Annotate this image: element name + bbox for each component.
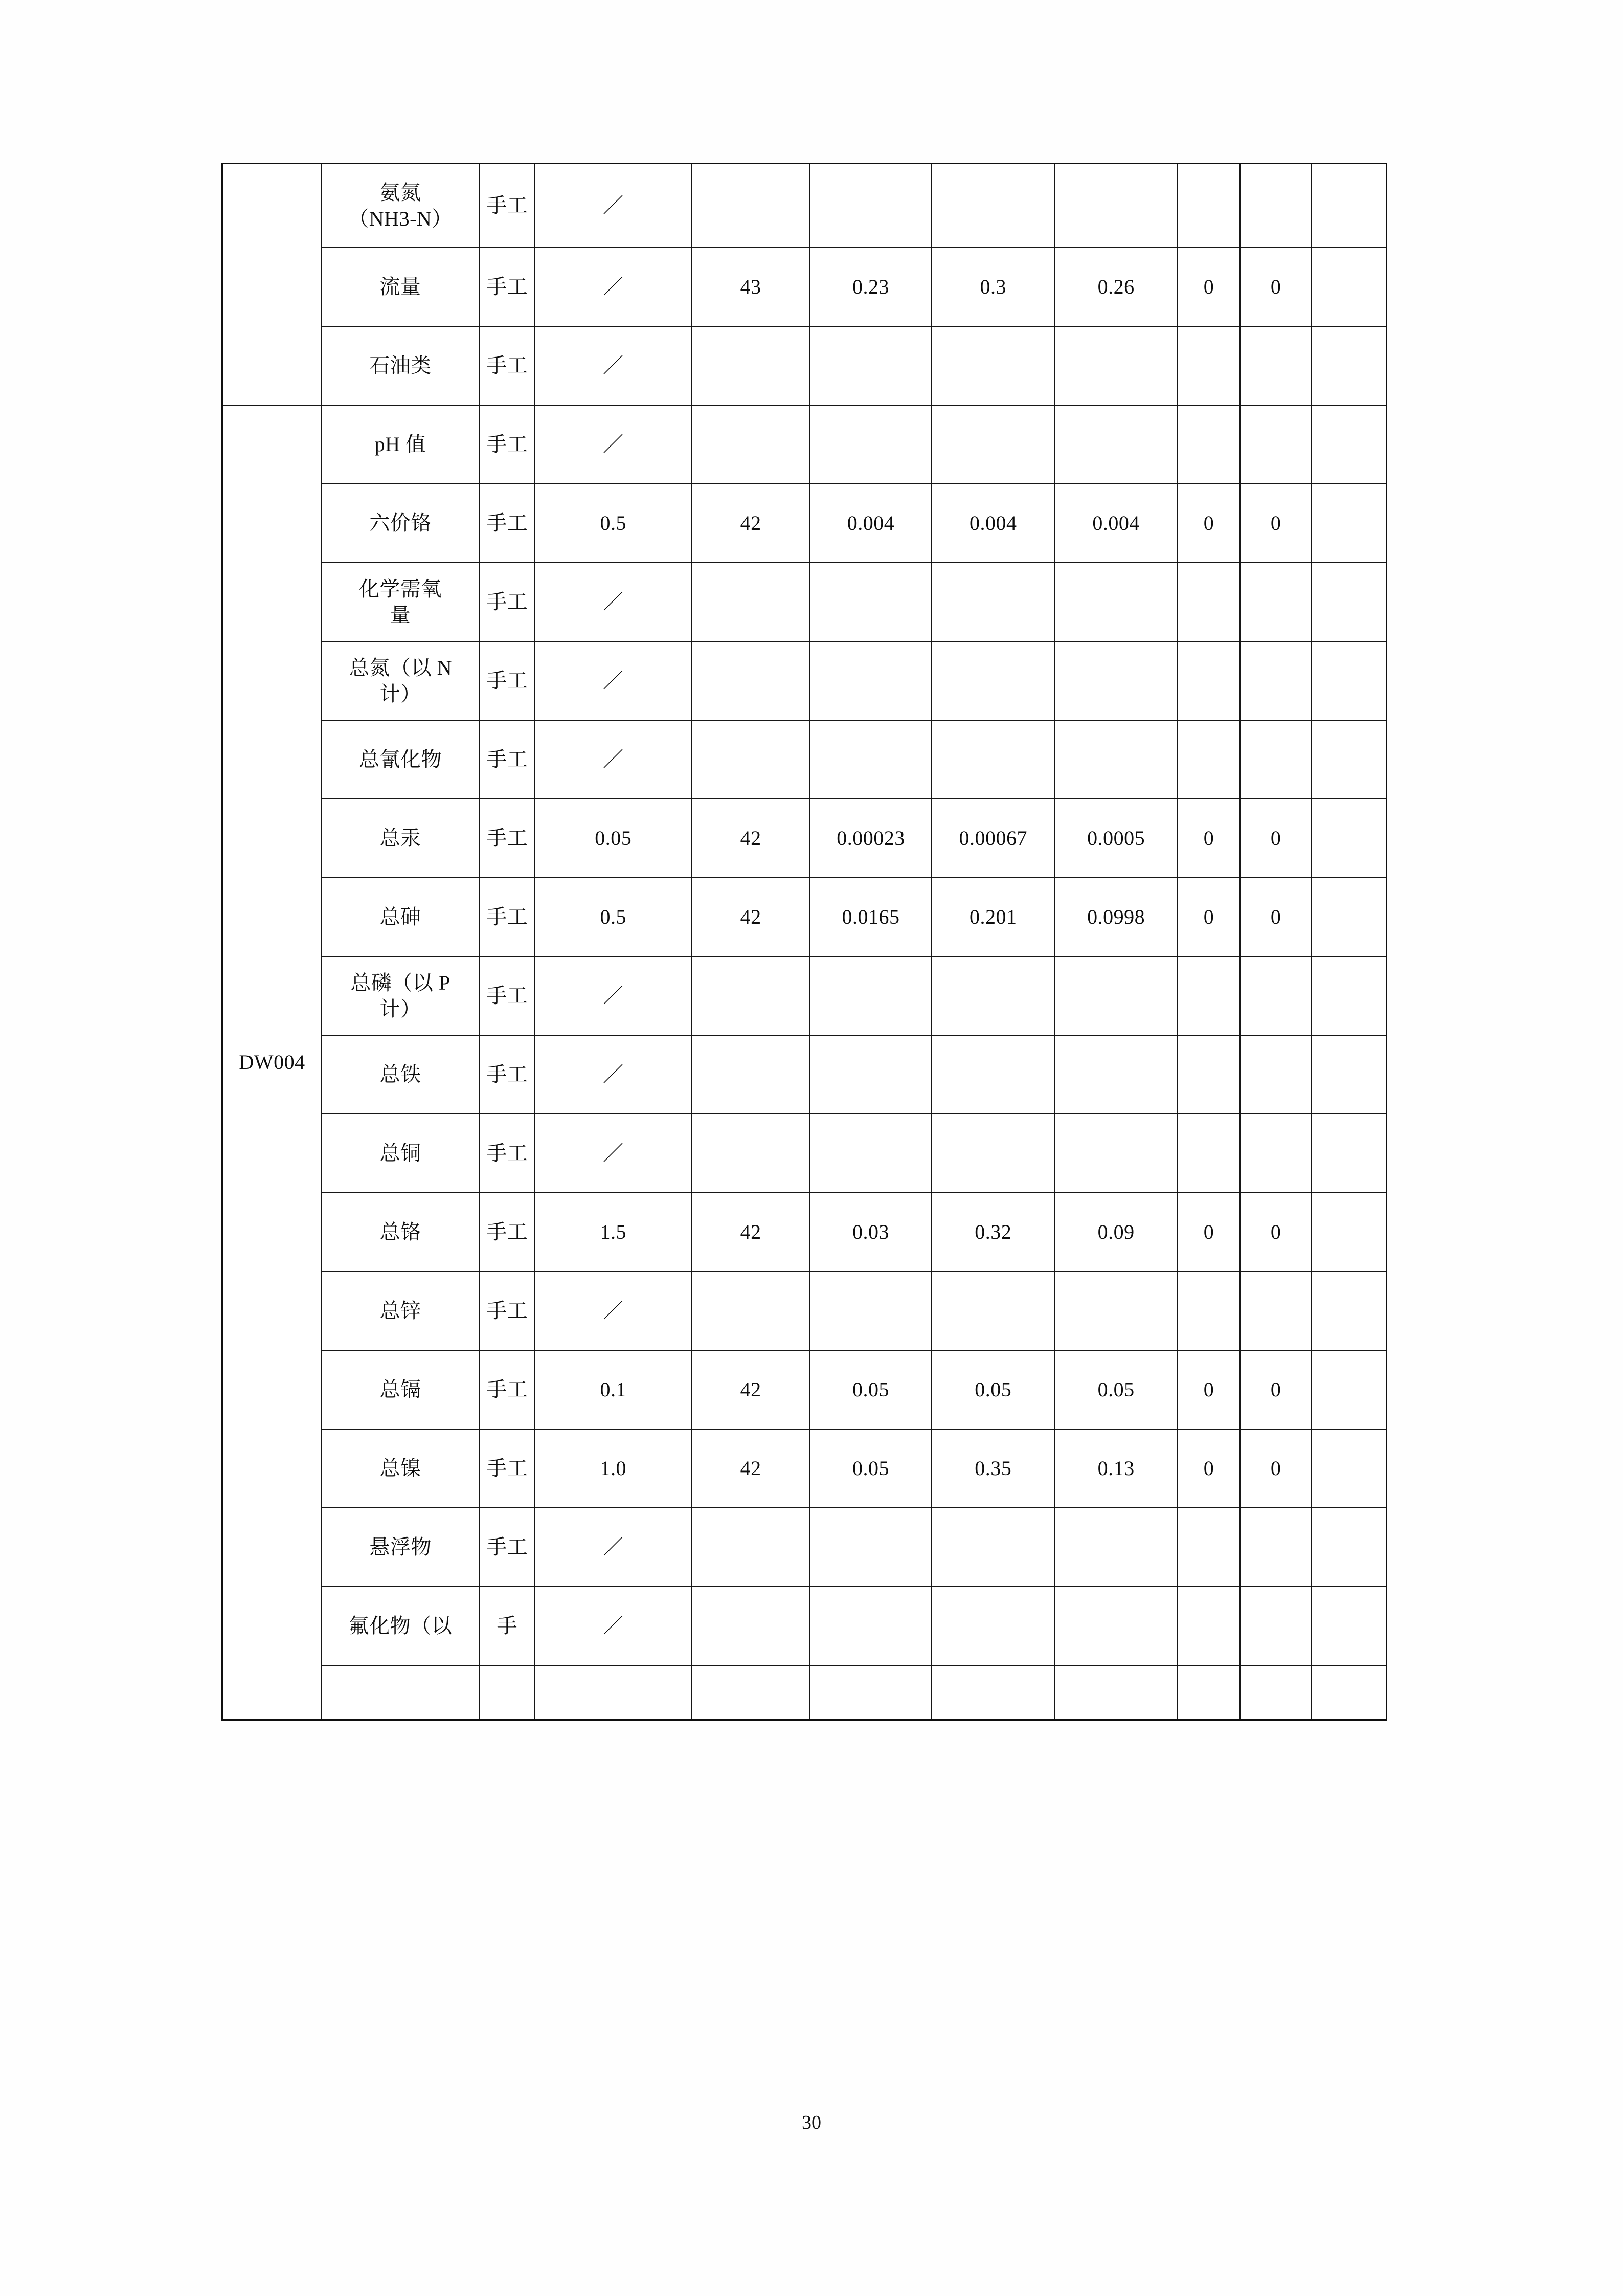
limit-value-cell: ／ xyxy=(535,956,691,1035)
min-value-cell: 0.00023 xyxy=(810,799,932,878)
limit-value-cell: 0.5 xyxy=(535,878,691,956)
item-name-cell xyxy=(322,1665,479,1720)
monitor-days-cell xyxy=(691,720,810,799)
monitor-days-cell xyxy=(691,563,810,641)
table-row-clipped xyxy=(222,1665,1387,1720)
outlet-code-cell-dw004: DW004 xyxy=(222,405,322,1720)
min-value-cell xyxy=(810,326,932,405)
note-cell xyxy=(1312,484,1387,563)
monitor-days-cell xyxy=(691,1114,810,1193)
limit-value-cell: ／ xyxy=(535,1114,691,1193)
monitor-method-cell: 手工 xyxy=(479,164,535,248)
monitor-days-cell xyxy=(691,1587,810,1665)
exceed-count-cell xyxy=(1178,1508,1240,1587)
table-row xyxy=(222,563,1387,641)
limit-value-cell: ／ xyxy=(535,1508,691,1587)
monitor-days-cell xyxy=(691,1665,810,1720)
item-name-cell xyxy=(322,1587,479,1665)
exceed-rate-cell xyxy=(1240,1508,1312,1587)
monitor-days-cell xyxy=(691,405,810,484)
avg-value-cell xyxy=(1054,1665,1177,1720)
avg-value-cell xyxy=(1054,1508,1177,1587)
note-cell xyxy=(1312,1193,1387,1272)
avg-value-cell: 0.0998 xyxy=(1054,878,1177,956)
monitor-days-cell xyxy=(691,956,810,1035)
table-row xyxy=(222,326,1387,405)
note-cell xyxy=(1312,1114,1387,1193)
item-name-cell xyxy=(322,164,479,248)
item-name-line2: 计） xyxy=(379,682,421,705)
table-row xyxy=(222,405,1387,484)
avg-value-cell xyxy=(1054,956,1177,1035)
item-name-cell xyxy=(322,1350,479,1429)
exceed-count-cell: 0 xyxy=(1178,878,1240,956)
monitor-method-cell: 手工 xyxy=(479,1508,535,1587)
limit-value-cell: ／ xyxy=(535,641,691,720)
item-name-line1: 总铁 xyxy=(379,1063,421,1086)
note-cell xyxy=(1312,878,1387,956)
monitor-days-cell: 42 xyxy=(691,878,810,956)
avg-value-cell xyxy=(1054,1272,1177,1350)
monitor-days-cell xyxy=(691,1272,810,1350)
max-value-cell xyxy=(932,1035,1054,1114)
note-cell xyxy=(1312,1665,1387,1720)
item-name-line1: 总汞 xyxy=(379,827,421,850)
max-value-cell xyxy=(932,1272,1054,1350)
exceed-count-cell: 0 xyxy=(1178,248,1240,326)
max-value-cell: 0.201 xyxy=(932,878,1054,956)
monitor-method-cell: 手工 xyxy=(479,1193,535,1272)
note-cell xyxy=(1312,326,1387,405)
item-name-cell xyxy=(322,1272,479,1350)
max-value-cell xyxy=(932,405,1054,484)
note-cell xyxy=(1312,1587,1387,1665)
exceed-rate-cell xyxy=(1240,405,1312,484)
exceed-count-cell xyxy=(1178,1665,1240,1720)
item-name-cell xyxy=(322,799,479,878)
exceed-rate-cell xyxy=(1240,641,1312,720)
item-name-cell xyxy=(322,563,479,641)
max-value-cell: 0.3 xyxy=(932,248,1054,326)
item-name-line1: 总砷 xyxy=(379,905,421,929)
max-value-cell: 0.05 xyxy=(932,1350,1054,1429)
min-value-cell xyxy=(810,1272,932,1350)
item-name-cell xyxy=(322,878,479,956)
limit-value-cell xyxy=(535,1665,691,1720)
avg-value-cell: 0.13 xyxy=(1054,1429,1177,1508)
exceed-rate-cell: 0 xyxy=(1240,248,1312,326)
table-row xyxy=(222,1508,1387,1587)
limit-value-cell: ／ xyxy=(535,563,691,641)
exceed-rate-cell xyxy=(1240,720,1312,799)
max-value-cell xyxy=(932,1114,1054,1193)
item-name-cell xyxy=(322,1429,479,1508)
max-value-cell xyxy=(932,1508,1054,1587)
exceed-count-cell xyxy=(1178,326,1240,405)
table-row xyxy=(222,641,1387,720)
monitor-days-cell: 42 xyxy=(691,1350,810,1429)
item-name-line1: 总镉 xyxy=(379,1378,421,1401)
exceed-count-cell xyxy=(1178,641,1240,720)
avg-value-cell xyxy=(1054,563,1177,641)
limit-value-cell: 1.5 xyxy=(535,1193,691,1272)
item-name-line1: 总铜 xyxy=(379,1142,421,1165)
exceed-rate-cell: 0 xyxy=(1240,878,1312,956)
exceed-count-cell xyxy=(1178,1587,1240,1665)
max-value-cell xyxy=(932,326,1054,405)
avg-value-cell xyxy=(1054,1114,1177,1193)
max-value-cell xyxy=(932,164,1054,248)
monitor-method-cell: 手工 xyxy=(479,1035,535,1114)
item-name-cell xyxy=(322,1508,479,1587)
item-name-line1: 总镍 xyxy=(379,1457,421,1480)
table-row xyxy=(222,878,1387,956)
exceed-rate-cell: 0 xyxy=(1240,484,1312,563)
monitor-method-cell: 手工 xyxy=(479,1114,535,1193)
exceed-rate-cell xyxy=(1240,956,1312,1035)
min-value-cell xyxy=(810,1665,932,1720)
limit-value-cell: ／ xyxy=(535,1272,691,1350)
exceed-count-cell xyxy=(1178,956,1240,1035)
item-name-line1: 六价铬 xyxy=(369,511,432,535)
table-row xyxy=(222,1035,1387,1114)
item-name-line2: 计） xyxy=(379,997,421,1020)
monitor-days-cell: 42 xyxy=(691,799,810,878)
avg-value-cell: 0.0005 xyxy=(1054,799,1177,878)
avg-value-cell xyxy=(1054,1035,1177,1114)
avg-value-cell xyxy=(1054,326,1177,405)
exceed-count-cell xyxy=(1178,720,1240,799)
pollutant-monitoring-table-wrapper xyxy=(221,163,1387,1721)
item-name-line1: 总铬 xyxy=(379,1220,421,1244)
monitor-method-cell: 手工 xyxy=(479,1350,535,1429)
min-value-cell: 0.03 xyxy=(810,1193,932,1272)
note-cell xyxy=(1312,1429,1387,1508)
exceed-count-cell xyxy=(1178,563,1240,641)
monitor-method-cell: 手工 xyxy=(479,799,535,878)
monitor-days-cell xyxy=(691,164,810,248)
avg-value-cell xyxy=(1054,164,1177,248)
exceed-rate-cell xyxy=(1240,1114,1312,1193)
monitor-days-cell: 43 xyxy=(691,248,810,326)
exceed-rate-cell xyxy=(1240,1272,1312,1350)
item-name-cell xyxy=(322,405,479,484)
min-value-cell xyxy=(810,1035,932,1114)
exceed-count-cell xyxy=(1178,1272,1240,1350)
item-name-line1: 总氮（以 N xyxy=(349,656,452,679)
avg-value-cell xyxy=(1054,720,1177,799)
table-row xyxy=(222,1429,1387,1508)
item-name-line1: 化学需氧 xyxy=(359,577,442,600)
note-cell xyxy=(1312,641,1387,720)
avg-value-cell: 0.09 xyxy=(1054,1193,1177,1272)
min-value-cell: 0.05 xyxy=(810,1429,932,1508)
exceed-rate-cell xyxy=(1240,1035,1312,1114)
note-cell xyxy=(1312,563,1387,641)
monitor-days-cell xyxy=(691,1035,810,1114)
item-name-line1: 悬浮物 xyxy=(369,1535,432,1559)
limit-value-cell: ／ xyxy=(535,248,691,326)
monitor-method-cell: 手工 xyxy=(479,720,535,799)
note-cell xyxy=(1312,405,1387,484)
max-value-cell xyxy=(932,720,1054,799)
max-value-cell xyxy=(932,956,1054,1035)
limit-value-cell: ／ xyxy=(535,405,691,484)
exceed-rate-cell xyxy=(1240,326,1312,405)
limit-value-cell: 0.1 xyxy=(535,1350,691,1429)
item-name-line1: 氨氮 xyxy=(379,181,421,204)
item-name-cell xyxy=(322,326,479,405)
note-cell xyxy=(1312,164,1387,248)
page-number: 30 xyxy=(802,2112,821,2133)
min-value-cell: 0.0165 xyxy=(810,878,932,956)
monitor-method-cell: 手 xyxy=(479,1587,535,1665)
exceed-rate-cell xyxy=(1240,563,1312,641)
exceed-count-cell: 0 xyxy=(1178,484,1240,563)
note-cell xyxy=(1312,1508,1387,1587)
exceed-rate-cell: 0 xyxy=(1240,1429,1312,1508)
monitor-method-cell: 手工 xyxy=(479,641,535,720)
max-value-cell: 0.35 xyxy=(932,1429,1054,1508)
item-name-cell xyxy=(322,1035,479,1114)
item-name-line1: 流量 xyxy=(379,275,421,299)
avg-value-cell xyxy=(1054,1587,1177,1665)
monitor-days-cell: 42 xyxy=(691,1429,810,1508)
limit-value-cell: 0.05 xyxy=(535,799,691,878)
item-name-line1: 总锌 xyxy=(379,1299,421,1323)
limit-value-cell: ／ xyxy=(535,720,691,799)
max-value-cell: 0.00067 xyxy=(932,799,1054,878)
note-cell xyxy=(1312,248,1387,326)
outlet-code-cell xyxy=(222,164,322,406)
table-row xyxy=(222,1350,1387,1429)
item-name-cell xyxy=(322,484,479,563)
note-cell xyxy=(1312,1035,1387,1114)
note-cell xyxy=(1312,799,1387,878)
monitor-method-cell: 手工 xyxy=(479,326,535,405)
avg-value-cell: 0.05 xyxy=(1054,1350,1177,1429)
note-cell xyxy=(1312,1350,1387,1429)
exceed-rate-cell: 0 xyxy=(1240,1350,1312,1429)
monitor-method-cell: 手工 xyxy=(479,878,535,956)
item-name-line2: 量 xyxy=(390,604,411,627)
item-name-cell xyxy=(322,1114,479,1193)
note-cell xyxy=(1312,1272,1387,1350)
exceed-count-cell xyxy=(1178,405,1240,484)
pollutant-monitoring-table xyxy=(221,163,1387,1721)
min-value-cell xyxy=(810,164,932,248)
limit-value-cell: ／ xyxy=(535,164,691,248)
limit-value-cell: 1.0 xyxy=(535,1429,691,1508)
item-name-cell xyxy=(322,720,479,799)
exceed-rate-cell xyxy=(1240,164,1312,248)
table-row xyxy=(222,1272,1387,1350)
table-row xyxy=(222,1193,1387,1272)
max-value-cell: 0.004 xyxy=(932,484,1054,563)
item-name-line2: （NH3-N） xyxy=(348,207,453,230)
exceed-rate-cell xyxy=(1240,1587,1312,1665)
exceed-rate-cell: 0 xyxy=(1240,799,1312,878)
exceed-rate-cell: 0 xyxy=(1240,1193,1312,1272)
exceed-count-cell: 0 xyxy=(1178,1193,1240,1272)
item-name-cell xyxy=(322,956,479,1035)
avg-value-cell xyxy=(1054,641,1177,720)
note-cell xyxy=(1312,720,1387,799)
avg-value-cell: 0.004 xyxy=(1054,484,1177,563)
item-name-cell xyxy=(322,641,479,720)
item-name-line1: 氟化物（以 xyxy=(348,1614,453,1638)
table-row xyxy=(222,248,1387,326)
exceed-count-cell xyxy=(1178,1035,1240,1114)
monitor-method-cell: 手工 xyxy=(479,484,535,563)
min-value-cell xyxy=(810,720,932,799)
avg-value-cell: 0.26 xyxy=(1054,248,1177,326)
exceed-count-cell: 0 xyxy=(1178,799,1240,878)
table-body xyxy=(222,164,1387,1720)
avg-value-cell xyxy=(1054,405,1177,484)
exceed-count-cell xyxy=(1178,1114,1240,1193)
min-value-cell: 0.23 xyxy=(810,248,932,326)
limit-value-cell: 0.5 xyxy=(535,484,691,563)
note-cell xyxy=(1312,956,1387,1035)
monitor-method-cell xyxy=(479,1665,535,1720)
max-value-cell xyxy=(932,641,1054,720)
min-value-cell xyxy=(810,563,932,641)
monitor-method-cell: 手工 xyxy=(479,1272,535,1350)
exceed-count-cell xyxy=(1178,164,1240,248)
limit-value-cell: ／ xyxy=(535,1035,691,1114)
monitor-days-cell: 42 xyxy=(691,484,810,563)
item-name-line1: 总磷（以 P xyxy=(350,971,450,994)
min-value-cell xyxy=(810,405,932,484)
monitor-days-cell xyxy=(691,326,810,405)
monitor-method-cell: 手工 xyxy=(479,405,535,484)
max-value-cell xyxy=(932,1665,1054,1720)
table-row xyxy=(222,164,1387,248)
min-value-cell: 0.05 xyxy=(810,1350,932,1429)
max-value-cell xyxy=(932,1587,1054,1665)
table-row xyxy=(222,720,1387,799)
item-name-line1: 石油类 xyxy=(369,354,432,377)
limit-value-cell: ／ xyxy=(535,1587,691,1665)
table-row xyxy=(222,1587,1387,1665)
table-row xyxy=(222,484,1387,563)
min-value-cell xyxy=(810,1508,932,1587)
monitor-days-cell xyxy=(691,1508,810,1587)
max-value-cell: 0.32 xyxy=(932,1193,1054,1272)
monitor-method-cell: 手工 xyxy=(479,1429,535,1508)
monitor-method-cell: 手工 xyxy=(479,956,535,1035)
item-name-line1: pH 值 xyxy=(374,433,426,456)
min-value-cell: 0.004 xyxy=(810,484,932,563)
limit-value-cell: ／ xyxy=(535,326,691,405)
item-name-line1: 总氰化物 xyxy=(359,748,442,771)
table-row xyxy=(222,1114,1387,1193)
exceed-count-cell: 0 xyxy=(1178,1429,1240,1508)
monitor-days-cell xyxy=(691,641,810,720)
min-value-cell xyxy=(810,1114,932,1193)
exceed-rate-cell xyxy=(1240,1665,1312,1720)
min-value-cell xyxy=(810,956,932,1035)
monitor-method-cell: 手工 xyxy=(479,563,535,641)
item-name-cell xyxy=(322,248,479,326)
item-name-cell xyxy=(322,1193,479,1272)
monitor-method-cell: 手工 xyxy=(479,248,535,326)
min-value-cell xyxy=(810,641,932,720)
exceed-count-cell: 0 xyxy=(1178,1350,1240,1429)
min-value-cell xyxy=(810,1587,932,1665)
max-value-cell xyxy=(932,563,1054,641)
table-row xyxy=(222,799,1387,878)
table-row xyxy=(222,956,1387,1035)
monitor-days-cell: 42 xyxy=(691,1193,810,1272)
